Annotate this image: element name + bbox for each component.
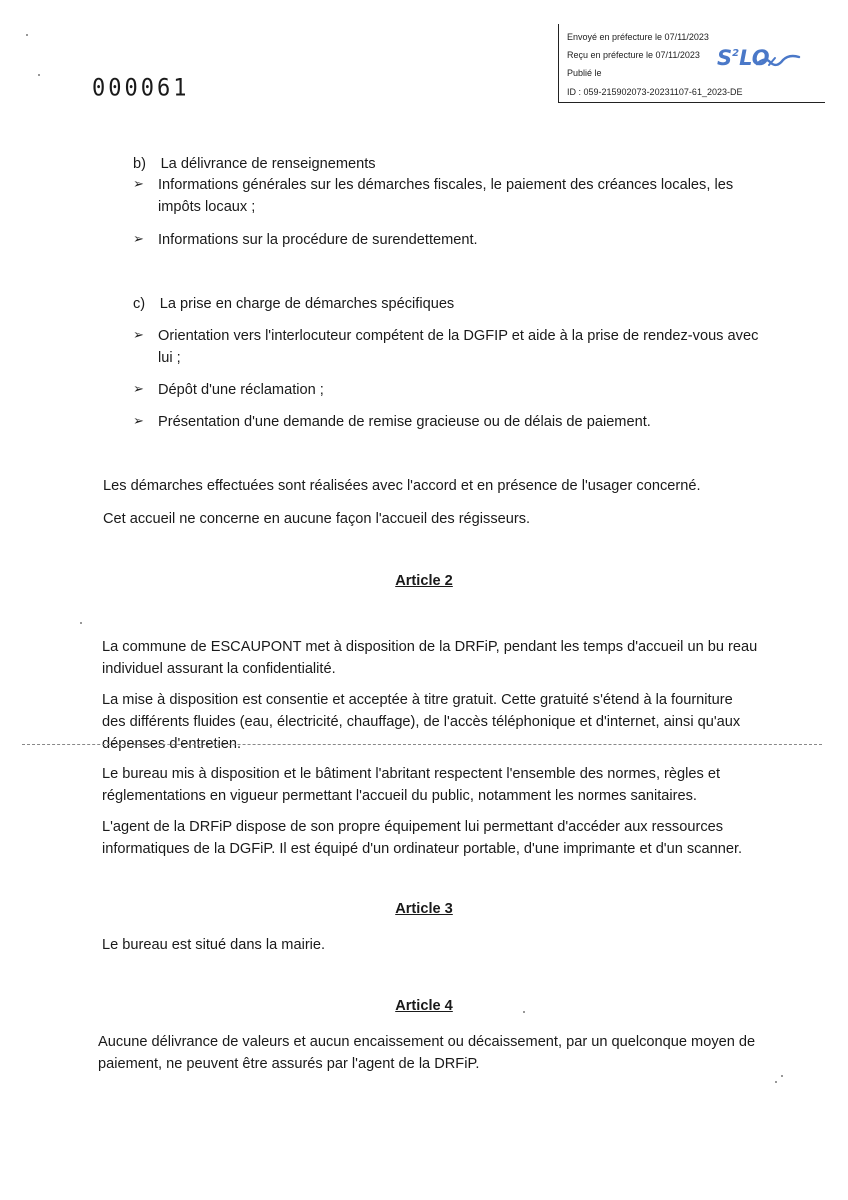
article-4-p1-line1: Aucune délivrance de valeurs et aucun encaissement ou décaissement, par un quelconque moyen de [98, 1034, 756, 1050]
article-2-p2-line3: dépenses d'entretien. [102, 736, 242, 752]
article-2-p3-line1: Le bureau mis à disposition et le bâtiment l'abritant respectent l'ensemble des normes, règles et [102, 766, 721, 782]
prefecture-stamp [558, 24, 825, 103]
article-2-p4-line2: informatiques de la DGFiP. Il est équipé d'un ordinateur portable, d'une imprimante et d'un scanner. [102, 841, 743, 857]
paragraph-regisseurs: Cet accueil ne concerne en aucune façon l'accueil des régisseurs. [103, 511, 531, 527]
section-c-bullet-2: Dépôt d'une réclamation ; [158, 382, 324, 398]
paragraph-demarches: Les démarches effectuées sont réalisées avec l'accord et en présence de l'usager concerné. [103, 478, 701, 494]
scan-speck [26, 34, 28, 36]
stamp-sent-date: Envoyé en préfecture le 07/11/2023 [567, 32, 709, 42]
article-4-p1-line2: paiement, ne peuvent être assurés par l'agent de la DRFiP. [98, 1056, 480, 1072]
scan-speck [523, 1011, 525, 1013]
arrow-bullet-icon: ➢ [133, 176, 144, 191]
article-2-p1-line1: La commune de ESCAUPONT met à disposition de la DRFiP, pendant les temps d'accueil un bu reau [102, 639, 758, 655]
arrow-bullet-icon: ➢ [133, 231, 144, 246]
article-2-p2-line2: des différents fluides (eau, électricité, chauffage), de l'accès téléphonique et d'internet, ainsi qu'aux [102, 714, 741, 730]
scan-speck [80, 622, 82, 624]
article-3-heading: Article 3 [395, 901, 453, 917]
scan-speck [775, 1081, 777, 1083]
section-c-bullet-1-cont: lui ; [158, 350, 181, 366]
s2lo-swoosh-icon [755, 54, 801, 68]
article-4-heading: Article 4 [395, 998, 453, 1014]
s2lo-logo: $S^2LO$ [717, 46, 770, 70]
article-2-p2-line1: La mise à disposition est consentie et acceptée à titre gratuit. Cette gratuité s'étend à la fourniture [102, 692, 733, 708]
article-3-p1: Le bureau est situé dans la mairie. [102, 937, 326, 953]
section-b-bullet-2: Informations sur la procédure de surendettement. [158, 232, 478, 248]
section-b-bullet-1-cont: impôts locaux ; [158, 199, 256, 215]
section-b-title: b) La délivrance de renseignements [133, 156, 376, 172]
arrow-bullet-icon: ➢ [133, 381, 144, 396]
article-2-p4-line1: L'agent de la DRFiP dispose de son propre équipement lui permettant d'accéder aux ressources [102, 819, 724, 835]
article-2-heading: Article 2 [395, 573, 453, 589]
arrow-bullet-icon: ➢ [133, 413, 144, 428]
article-2-p3-line2: réglementations en vigueur permettant l'accueil du public, notamment les normes sanitaires. [102, 788, 697, 804]
stamp-id: ID : 059-215902073-20231107-61_2023-DE [567, 87, 743, 97]
scan-speck [38, 74, 40, 76]
page-number: 000061 [92, 75, 190, 102]
stamp-published: Publié le [567, 68, 602, 78]
section-c-title: c) La prise en charge de démarches spécifiques [133, 296, 455, 312]
scan-speck [781, 1075, 783, 1077]
article-2-p1-line2: individuel assurant la confidentialité. [102, 661, 336, 677]
stamp-received-date: Reçu en préfecture le 07/11/2023 [567, 50, 700, 60]
section-c-bullet-1: Orientation vers l'interlocuteur compétent de la DGFIP et aide à la prise de rendez-vous avec [158, 328, 759, 344]
section-c-bullet-3: Présentation d'une demande de remise gracieuse ou de délais de paiement. [158, 414, 651, 430]
arrow-bullet-icon: ➢ [133, 327, 144, 342]
scan-fold-line [22, 744, 822, 745]
section-b-bullet-1: Informations générales sur les démarches fiscales, le paiement des créances locales, les [158, 177, 734, 193]
